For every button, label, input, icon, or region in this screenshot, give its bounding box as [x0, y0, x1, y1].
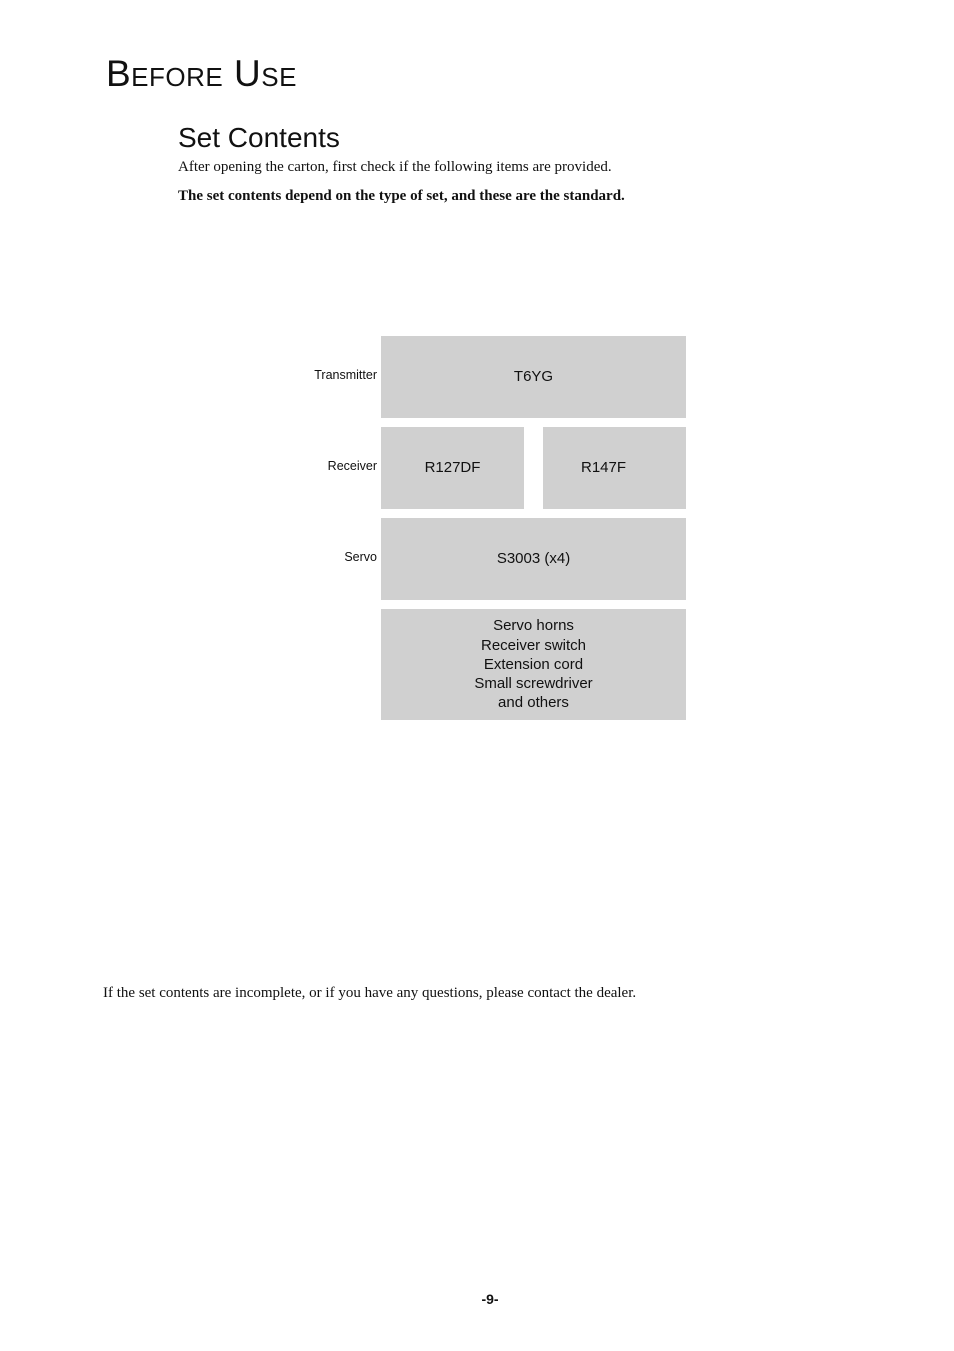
receiver-model-2: R147F — [581, 459, 627, 477]
set-contents-note: The set contents depend on the type of set, and these are the standard. — [178, 188, 625, 204]
accessories-box — [381, 609, 686, 720]
servo-box — [381, 518, 686, 600]
page-number: -9- — [481, 1291, 499, 1307]
accessory-item: Servo horns — [493, 617, 574, 635]
section-title: Set Contents — [178, 122, 340, 153]
transmitter-model: T6YG — [513, 368, 554, 386]
servo-model: S3003 (x4) — [496, 550, 571, 568]
receiver-box-1 — [381, 427, 524, 509]
accessory-item: Small screwdriver — [474, 675, 593, 693]
accessory-item: Receiver switch — [480, 636, 587, 654]
intro-text: After opening the carton, first check if the following items are provided. — [178, 159, 612, 175]
chapter-title: Before Use — [106, 53, 297, 94]
dealer-contact-note: If the set contents are incomplete, or if you have any questions, please contact the dealer. — [103, 985, 637, 1001]
accessory-item: and others — [498, 694, 569, 712]
accessory-item: Extension cord — [483, 655, 584, 673]
receiver-label: Receiver — [327, 459, 377, 473]
receiver-box-2 — [543, 427, 686, 509]
servo-label: Servo — [344, 550, 377, 564]
transmitter-label: Transmitter — [314, 368, 377, 382]
transmitter-box — [381, 336, 686, 418]
receiver-model-1: R127DF — [424, 459, 481, 477]
